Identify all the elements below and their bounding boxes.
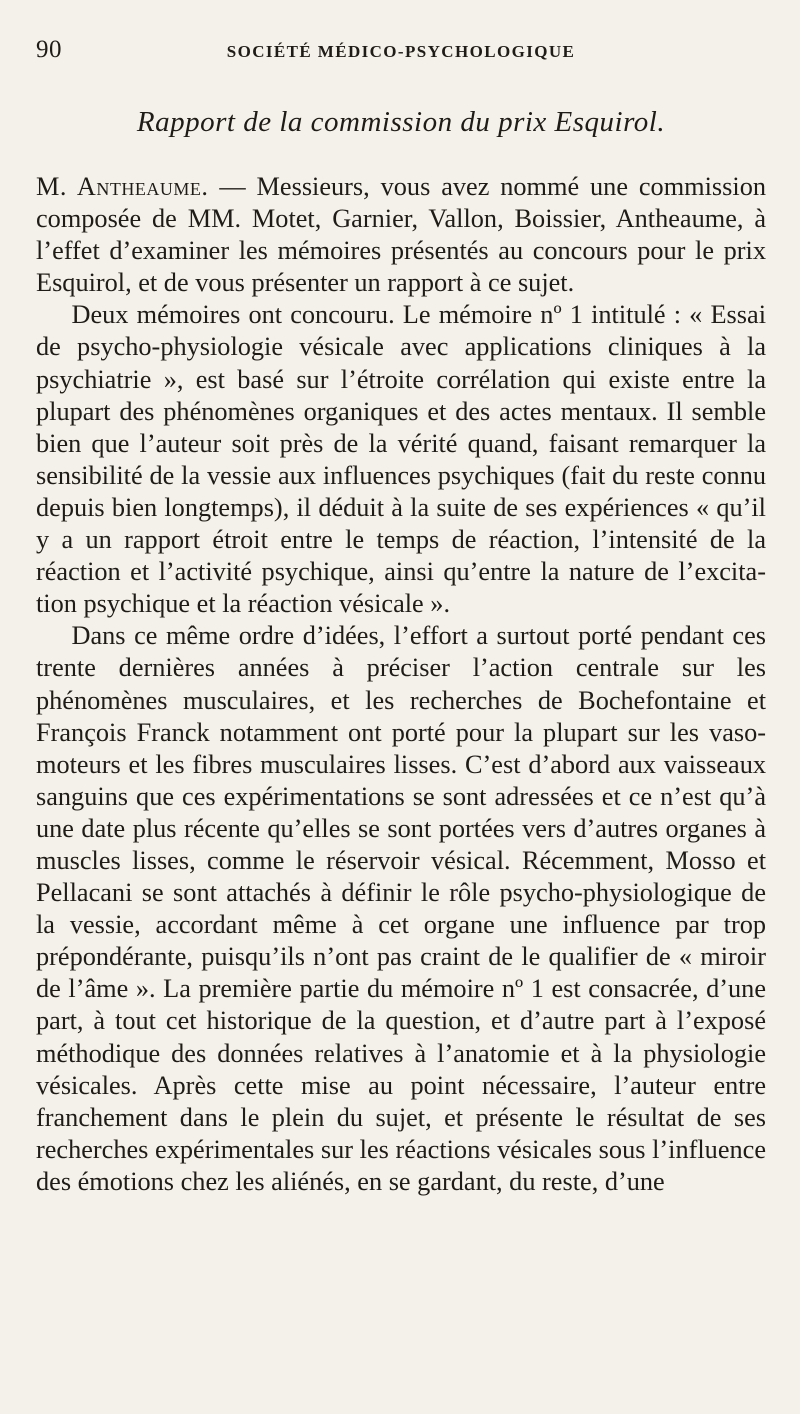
paragraph-2: Deux mémoires ont concouru. Le mémoire nº 1 intitulé : « Essai de psycho-physiologie vésicale avec applications cliniques à la psychiatrie », est basé sur l’étroite corrélation qui existe entre la plupart des phénomènes organiques et des actes mentaux. Il semble bien que l’auteur soit près de la vérité quand, faisant remarquer la sensibilité de la vessie aux influences psychiques (fait du reste connu depuis bien longtemps), il déduit à la suite de ses expériences « qu’il y a un rapport étroit entre le temps de réaction, l’intensité de la réaction et l’activité psychique, ainsi qu’entre la nature de l’excitation psychique et la réaction vésicale ». (36, 300, 766, 619)
running-head-title: SOCIÉTÉ MÉDICO-PSYCHOLOGIQUE (226, 42, 576, 61)
article-body (36, 171, 766, 1198)
section-title: Rapport de la commission du prix Esquirol. (136, 106, 666, 138)
running-head (36, 30, 766, 70)
paragraph-1-text: — Messieurs, vous avez nommé une commission composée de MM. Motet, Garnier, Vallon, Boissier, Antheaume, à l’effet d’examiner les mémoires présentés au concours pour le prix Esquirol, et de vous présenter un rapport à ce sujet. (36, 172, 766, 298)
speaker-name: M. Antheaume. (36, 172, 209, 201)
paragraph-1 (36, 171, 766, 299)
paragraph-3: Dans ce même ordre d’idées, l’effort a surtout porté pendant ces trente dernières années à préciser l’action centrale sur les phénomènes musculaires, et les recherches de Bochefontaine et François Franck notamment ont porté pour la plupart sur les vaso-moteurs et les fibres musculaires lisses. C’est d’abord aux vaisseaux sanguins que ces expérimentations se sont adressées et ce n’est qu’à une date plus récente qu’elles se sont portées vers d’autres organes à muscles lisses, comme le réservoir vésical. Récemment, Mosso et Pellacani se sont attachés à définir le rôle psycho-physiologique de la vessie, accordant même à cet organe une influence par trop prépondérante, puisqu’ils n’ont pas craint de le qualifier de « miroir de l’âme ». La première partie du mémoire nº 1 est consacrée, d’une part, à tout cet historique de la question, et d’autre part à l’exposé méthodique des données relatives à l’anatomie et à la physiologie vésicales. Après cette mise au point nécessaire, l’auteur entre franchement dans le plein du sujet, et présente le résultat de ses recherches expérimentales sur les réactions vésicales sous l’influence des émotions chez les aliénés, en se gardant, du reste, d’une (36, 621, 766, 1196)
page-number: 90 (36, 36, 62, 63)
